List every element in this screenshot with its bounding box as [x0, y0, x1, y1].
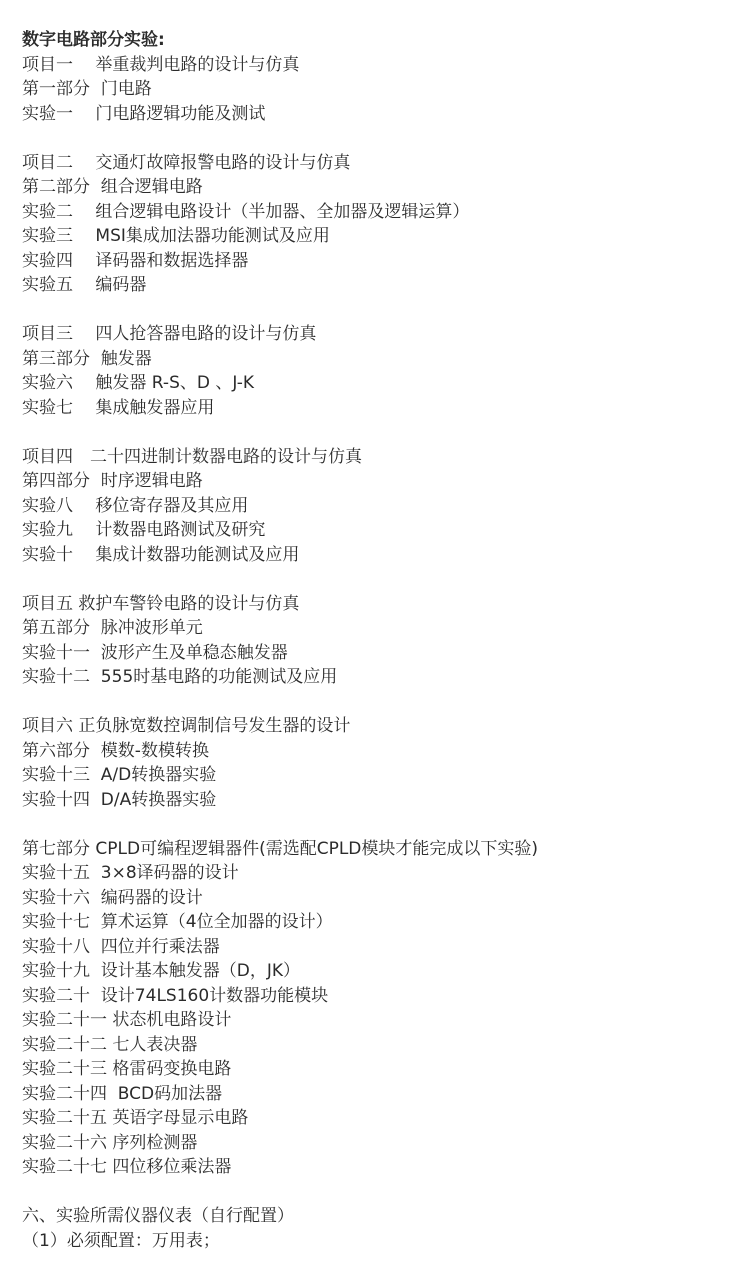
document-line: 实验二十一 状态机电路设计: [22, 1010, 232, 1030]
experiment-group: [22, 322, 742, 420]
document-line: 第三部分 触发器: [22, 348, 152, 369]
document-line: 实验八 移位寄存器及其应用: [22, 495, 249, 516]
group-spacer: [22, 298, 742, 323]
document-line: 实验十五 3×8译码器的设计: [22, 863, 239, 883]
document-line: 实验十四 D/A转换器实验: [22, 789, 217, 810]
document-line: 项目一 举重裁判电路的设计与仿真: [22, 54, 300, 75]
document-line: 实验十一 波形产生及单稳态触发器: [22, 642, 288, 663]
group-spacer: [22, 1180, 742, 1205]
document-line: 实验十八 四位并行乘法器: [22, 936, 220, 957]
document-line: 实验二十四 BCD码加法器: [22, 1083, 223, 1104]
document-line: 第五部分 脉冲波形单元: [22, 618, 203, 638]
document-line: 实验九 计数器电路测试及研究: [22, 520, 266, 540]
experiment-group: [22, 837, 742, 1180]
document-line: 第一部分 门电路: [22, 79, 152, 99]
document-line: 项目二 交通灯故障报警电路的设计与仿真: [22, 152, 351, 173]
document-body: [22, 28, 742, 1253]
group-spacer: [22, 690, 742, 715]
document-line: 第七部分 CPLD可编程逻辑器件(需选配CPLD模块才能完成以下实验): [22, 838, 539, 859]
document-line: 实验三 MSI集成加法器功能测试及应用: [22, 226, 330, 246]
experiment-group: [22, 592, 742, 690]
document-line: 实验二十六 序列检测器: [22, 1132, 198, 1153]
document-line: 项目六 正负脉宽数控调制信号发生器的设计: [22, 716, 351, 736]
group-spacer: [22, 126, 742, 151]
group-spacer: [22, 420, 742, 445]
document-line: 实验二十五 英语字母显示电路: [22, 1108, 249, 1128]
document-line: 实验二十 设计74LS160计数器功能模块: [22, 985, 329, 1006]
document-line: 实验五 编码器: [22, 275, 147, 295]
experiment-group: [22, 714, 742, 812]
experiment-group: [22, 1204, 742, 1253]
document-line: 项目四 二十四进制计数器电路的设计与仿真: [22, 446, 362, 467]
document-line: 实验十二 555时基电路的功能测试及应用: [22, 667, 338, 687]
document-line: 实验十 集成计数器功能测试及应用: [22, 544, 300, 565]
document-line: 项目三 四人抢答器电路的设计与仿真: [22, 324, 317, 344]
document-line: 项目五 救护车警铃电路的设计与仿真: [22, 593, 300, 614]
document-line: 实验二十七 四位移位乘法器: [22, 1157, 232, 1177]
group-spacer: [22, 567, 742, 592]
document-line: 六、实验所需仪器仪表（自行配置）: [22, 1206, 294, 1226]
document-line: 第六部分 模数-数模转换: [22, 740, 209, 761]
document-line: 实验十七 算术运算（4位全加器的设计）: [22, 912, 333, 932]
group-spacer: [22, 812, 742, 837]
document-line: 实验七 集成触发器应用: [22, 397, 215, 418]
experiment-group: [22, 53, 742, 127]
experiment-list: [22, 53, 742, 1254]
document-line: 实验四 译码器和数据选择器: [22, 250, 249, 271]
document-line: 实验二十二 七人表决器: [22, 1034, 198, 1055]
document-line: 实验二十三 格雷码变换电路: [22, 1059, 232, 1079]
document-line: 实验一 门电路逻辑功能及测试: [22, 103, 266, 124]
document-line: 实验十九 设计基本触发器（D，JK）: [22, 961, 301, 981]
document-line: 实验二 组合逻辑电路设计（半加器、全加器及逻辑运算）: [22, 201, 470, 222]
experiment-group: [22, 151, 742, 298]
document-line: 实验十六 编码器的设计: [22, 887, 203, 908]
document-line: 实验六 触发器 R-S、D 、J-K: [22, 373, 255, 393]
document-line: （1）必须配置：万用表；: [22, 1230, 220, 1251]
document-line: 第四部分 时序逻辑电路: [22, 471, 203, 491]
document-line: 实验十三 A/D转换器实验: [22, 765, 217, 785]
document-line: 第二部分 组合逻辑电路: [22, 177, 203, 197]
section-heading: 数字电路部分实验:: [22, 30, 165, 50]
experiment-group: [22, 445, 742, 568]
